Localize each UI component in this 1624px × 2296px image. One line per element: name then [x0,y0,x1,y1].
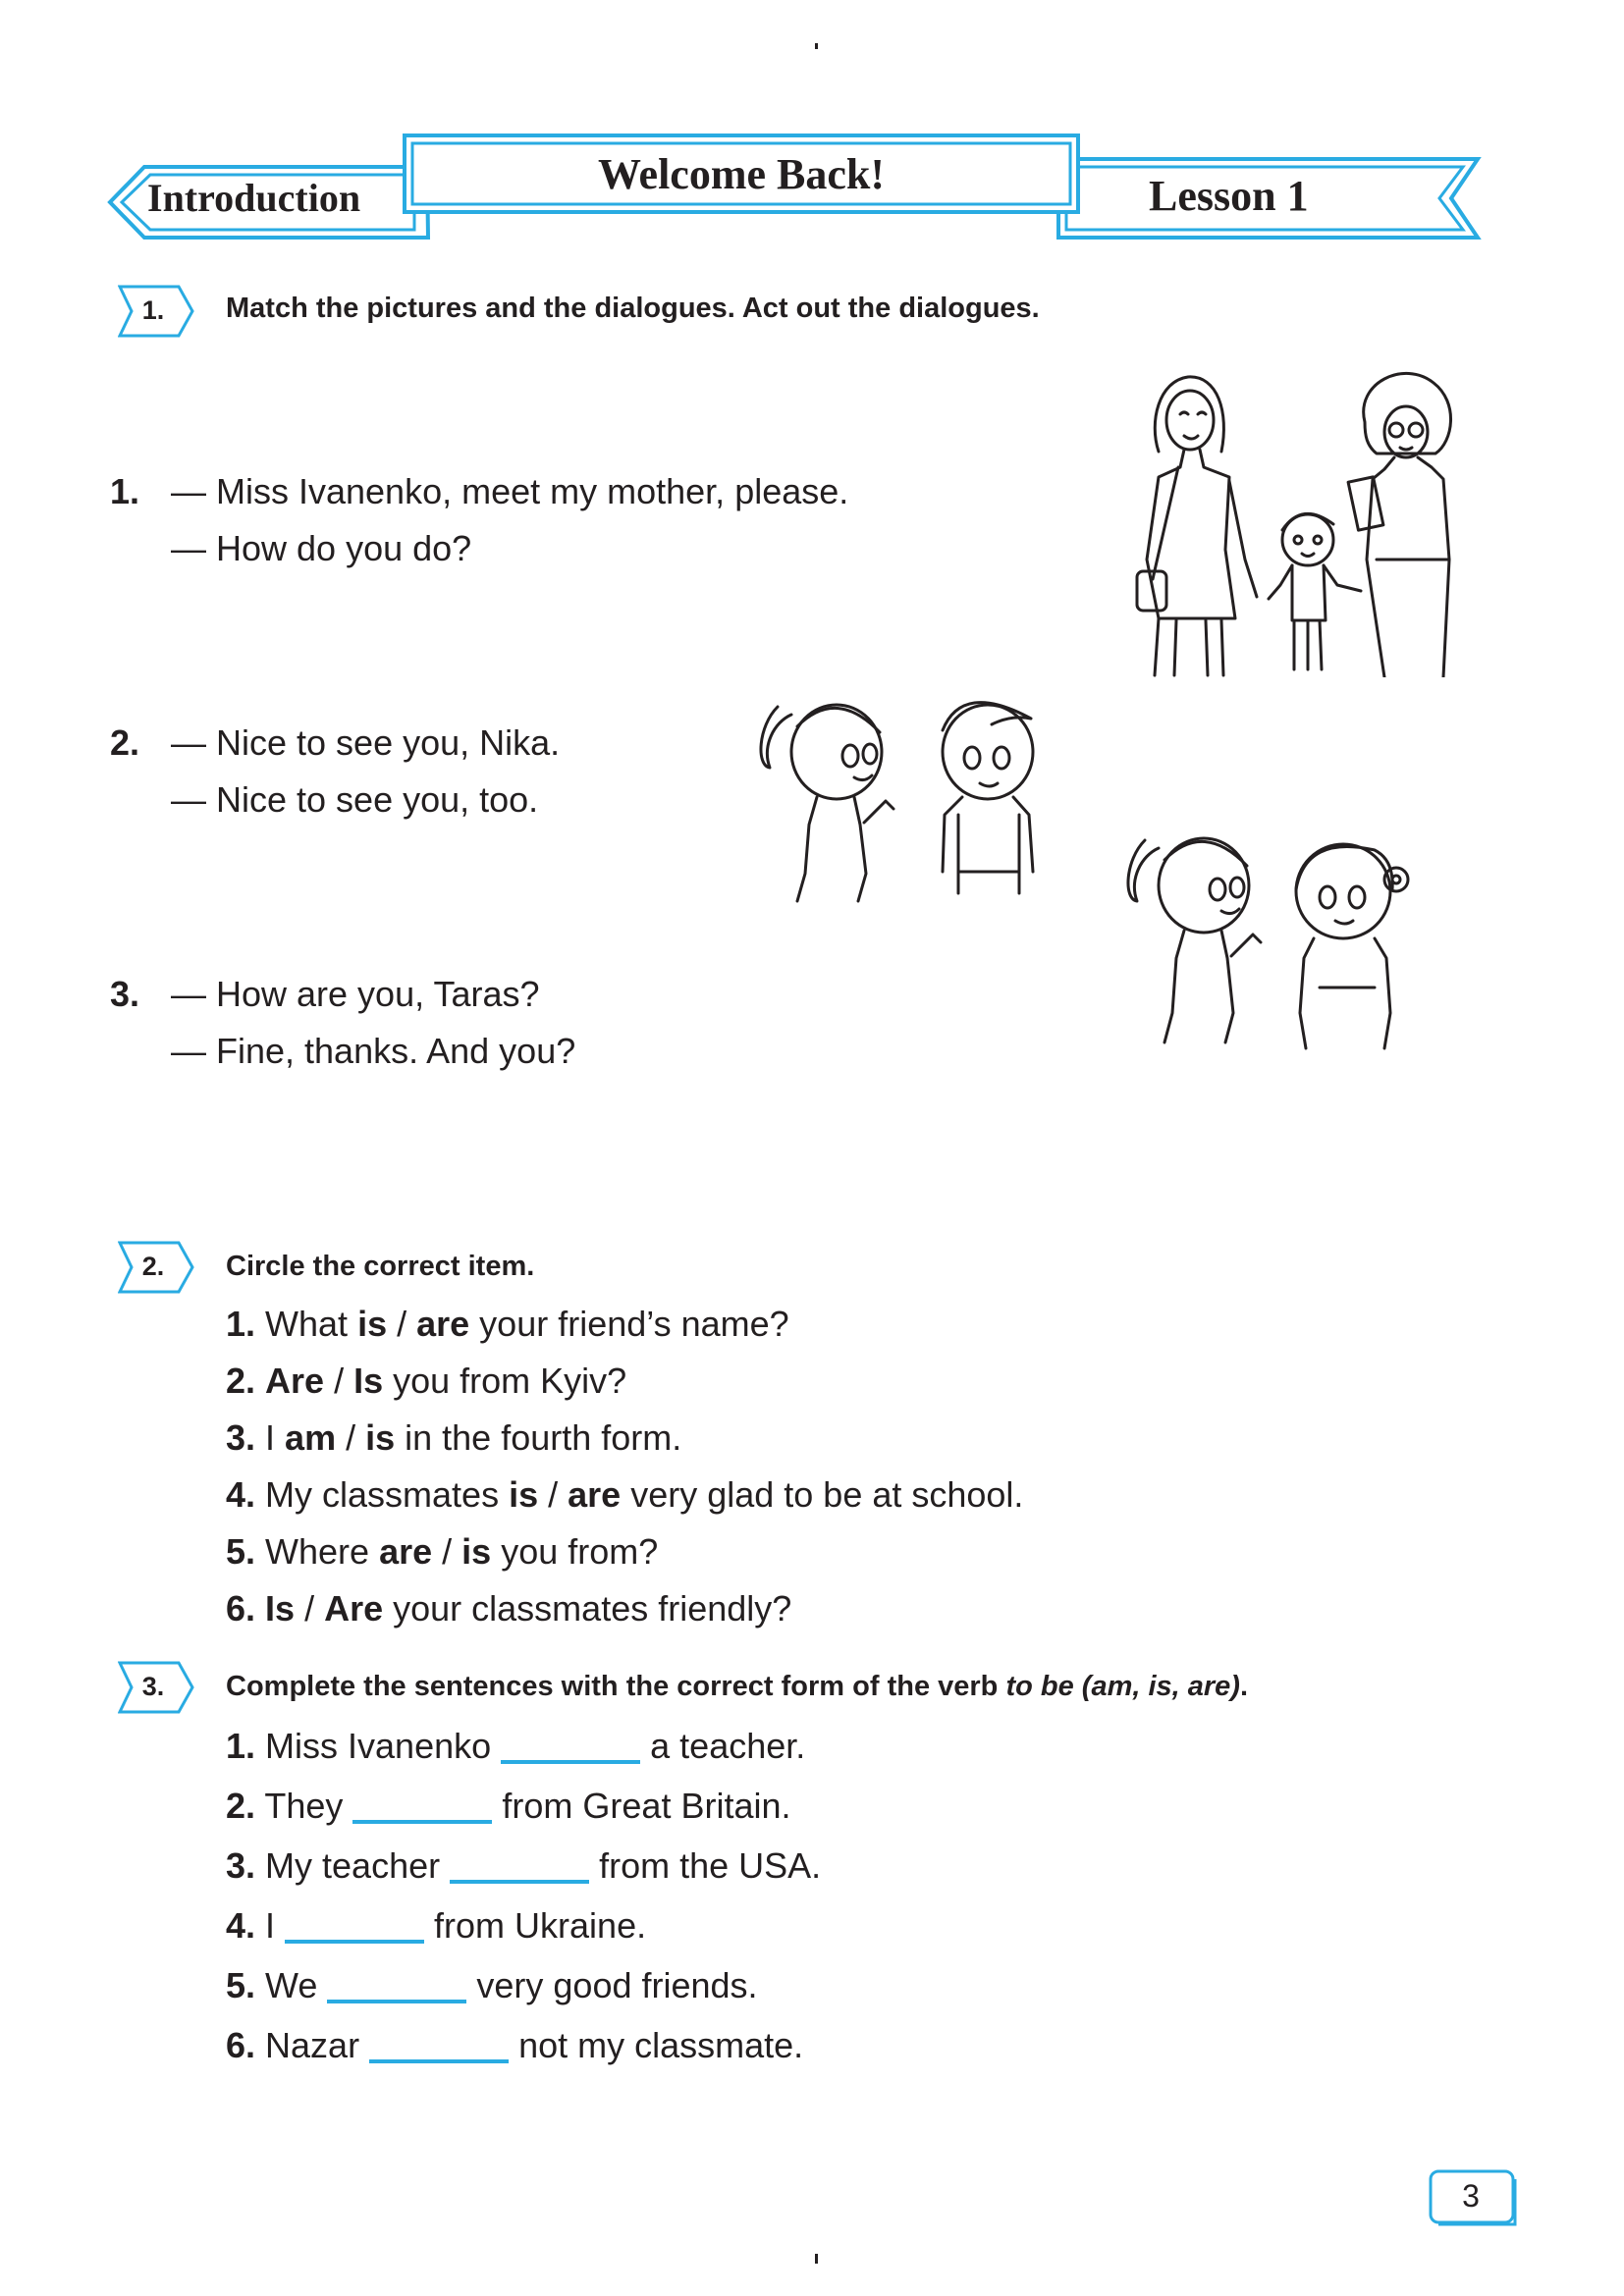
item-text: very glad to be at school. [621,1474,1024,1515]
item-text: My teacher [255,1845,441,1886]
item-number: 3. [226,1417,256,1458]
item-text: We [255,1965,318,2005]
instruction-italic-text: to be (am, is, are) [1005,1671,1240,1702]
item-text: I [255,1417,286,1458]
dialogue-1 [110,463,848,577]
list-item [226,1410,1023,1467]
answer-blank[interactable] [450,1880,589,1884]
girl-and-boy-illustration [748,687,1072,908]
item-text: from Ukraine. [434,1905,647,1946]
item-text: your classmates friendly? [383,1588,792,1629]
exercise-instruction [226,1671,1248,1703]
option-b[interactable]: are [416,1304,470,1344]
two-girls-illustration [1117,821,1432,1056]
list-item [226,1896,821,1955]
list-item [226,1836,821,1896]
item-number: 6. [226,2025,256,2065]
mother-boy-teacher-illustration [1119,363,1483,677]
item-number: 2. [226,1361,256,1401]
list-item [226,1353,1023,1410]
item-number: 3. [226,1845,256,1886]
option-separator: / [538,1474,568,1515]
lesson-label: Lesson 1 [1149,172,1309,220]
exercise-instruction: Match the pictures and the dialogues. Act out the dialogues. [226,293,1040,324]
option-a[interactable]: Are [265,1361,325,1401]
answer-blank[interactable] [501,1760,640,1764]
item-text: a teacher. [650,1726,806,1766]
list-item [226,1523,1023,1580]
exercise-number: 2. [141,1252,165,1281]
dialogue-line: — Fine, thanks. And you? [171,1031,576,1071]
item-number: 5. [226,1531,256,1572]
exercise-number: 1. [141,295,165,325]
dialogue-line: — Miss Ivanenko, meet my mother, please. [171,471,849,511]
answer-blank[interactable] [369,2059,509,2063]
option-separator: / [295,1588,325,1629]
option-separator: / [387,1304,417,1344]
exercise-2-items [226,1296,1023,1637]
item-number: 4. [226,1905,256,1946]
option-b[interactable]: Are [324,1588,384,1629]
page-title: Welcome Back! [597,150,886,198]
answer-blank[interactable] [327,2000,466,2003]
option-separator: / [336,1417,366,1458]
list-item [226,1955,821,2015]
item-number: 6. [226,1588,256,1629]
item-number: 5. [226,1965,256,2005]
instruction-text: Complete the sentences with the correct form of the verb [226,1671,1006,1702]
page-number-box [1429,2169,1515,2224]
item-text: Miss Ivanenko [255,1726,492,1766]
exercise-number: 3. [141,1672,165,1701]
dialogue-number: 3. [110,974,140,1014]
exercise-3-items [226,1716,821,2075]
bottom-crop-mark [815,2254,818,2264]
page-number: 3 [1462,2178,1480,2214]
dialogue-line: — How are you, Taras? [171,974,540,1014]
item-text: from the USA. [599,1845,822,1886]
item-number: 1. [226,1726,256,1766]
item-text: What [255,1304,358,1344]
exercise-number-badge [118,1661,187,1712]
dialogue-number: 1. [110,471,140,511]
exercise-instruction: Circle the correct item. [226,1251,535,1282]
list-item [226,1776,821,1836]
answer-blank[interactable] [352,1820,492,1824]
item-number: 4. [226,1474,256,1515]
item-text: Nazar [255,2025,360,2065]
option-a[interactable]: am [285,1417,337,1458]
item-text: you from Kyiv? [383,1361,627,1401]
item-text: I [255,1905,276,1946]
dialogue-3 [110,966,575,1080]
option-separator: / [432,1531,462,1572]
list-item [226,1467,1023,1523]
answer-blank[interactable] [285,1940,424,1944]
list-item [226,1716,821,1776]
item-text: My classmates [255,1474,510,1515]
item-text: very good friends. [476,1965,758,2005]
list-item [226,1296,1023,1353]
list-item [226,2015,821,2075]
dialogue-line: — How do you do? [171,528,472,568]
exercise-number-badge [118,285,187,336]
item-number: 1. [226,1304,256,1344]
option-b[interactable]: is [461,1531,492,1572]
option-a[interactable]: Is [265,1588,296,1629]
option-a[interactable]: is [357,1304,388,1344]
dialogue-line: — Nice to see you, too. [171,779,539,820]
item-text: not my classmate. [518,2025,804,2065]
item-text: you from? [491,1531,659,1572]
dialogue-2 [110,715,560,828]
item-text [255,1588,265,1629]
option-b[interactable]: Is [353,1361,384,1401]
option-b[interactable]: is [365,1417,396,1458]
option-separator: / [324,1361,354,1401]
item-text: They [255,1786,344,1826]
exercise-number-badge [118,1241,187,1292]
item-text: Where [255,1531,380,1572]
section-label: Introduction [147,176,361,220]
option-b[interactable]: are [568,1474,622,1515]
item-text: your friend’s name? [469,1304,789,1344]
item-text: in the fourth form. [395,1417,682,1458]
dialogue-number: 2. [110,722,140,763]
dialogue-line: — Nice to see you, Nika. [171,722,561,763]
list-item [226,1580,1023,1637]
option-a[interactable]: is [509,1474,539,1515]
item-number: 2. [226,1786,256,1826]
option-a[interactable]: are [379,1531,433,1572]
item-text [255,1361,265,1401]
item-text: from Great Britain. [502,1786,791,1826]
instruction-text: . [1239,1671,1249,1702]
